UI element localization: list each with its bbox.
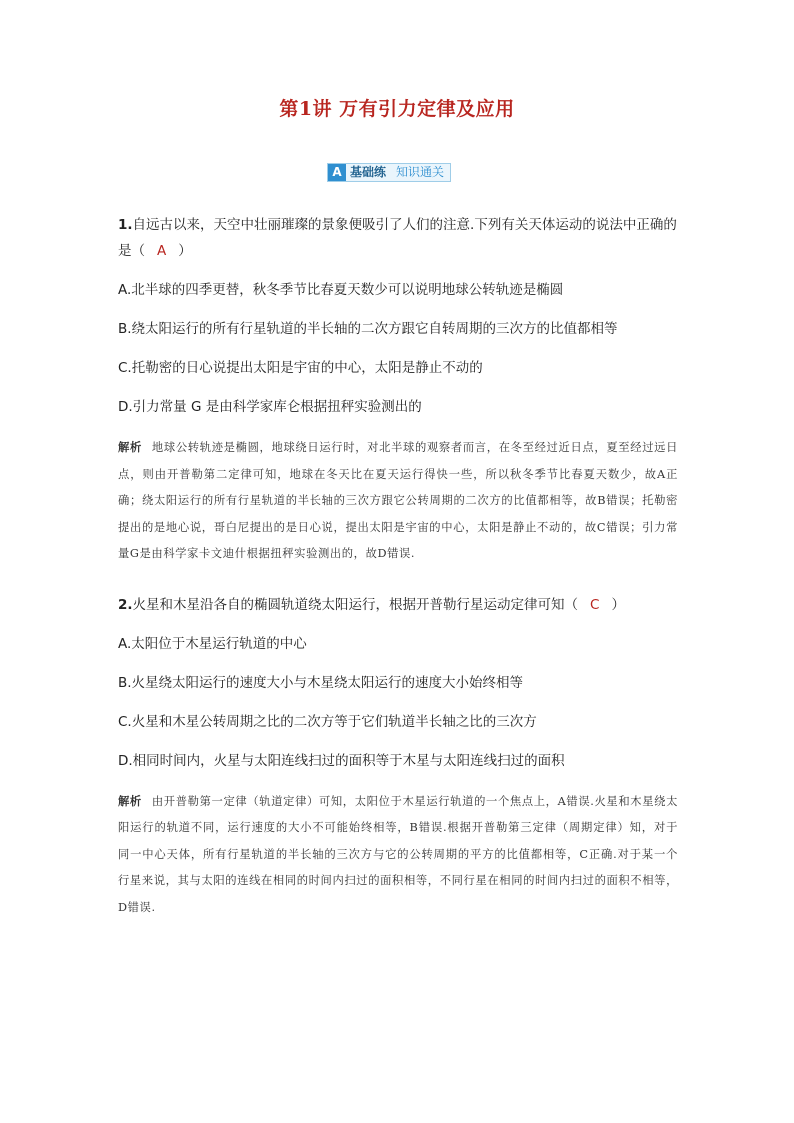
- section-sub-label: 知识通关: [396, 165, 445, 179]
- explanation-label: 解析: [118, 794, 142, 808]
- option-a: A.太阳位于木星运行轨道的中心: [118, 635, 307, 652]
- question-stem: [118, 212, 678, 264]
- question-number: 2.: [118, 596, 133, 613]
- section-letter-icon: A: [328, 164, 346, 181]
- question-block-1: [118, 212, 678, 568]
- question-text: 自远古以来，天空中壮丽璀璨的景象便吸引了人们的注意.下列有关天体运动的说法中正确的是（: [118, 217, 677, 259]
- explanation-label: 解析: [118, 441, 142, 454]
- option-d: D.引力常量 G 是由科学家库仑根据扭秤实验测出的: [118, 399, 422, 415]
- option-c: C.火星和木星公转周期之比的二次方等于它们轨道半长轴之比的三次方: [118, 713, 537, 730]
- explanation-text: 由开普勒第一定律（轨道定律）可知，太阳位于木星运行轨道的一个焦点上，A错误.火星和木星绕太阳运行的轨道不同，运行速度的大小不可能始终相等，B错误.根据开普勒第三定律（周期定律）知，对于同一中心天体，所有行星轨道的半长轴的三次方与它的公转周期的平方的比值都相等，C正确.对于某一个行星来说，其与太阳的连线在相同的时间内扫过的面积相等，不同行星在相同的时间内扫过的面积不相等，D错误.: [118, 794, 678, 914]
- option-b: B.绕太阳运行的所有行星轨道的半长轴的二次方跟它自转周期的三次方的比值都相等: [118, 321, 618, 337]
- question-number: 1.: [118, 217, 133, 233]
- question-text: 火星和木星沿各自的椭圆轨道绕太阳运行，根据开普勒行星运动定律可知（: [132, 596, 579, 613]
- explanation: [118, 789, 678, 922]
- question-block-2: [118, 592, 678, 922]
- section-badge: [327, 163, 451, 182]
- option-b: B.火星绕太阳运行的速度大小与木星绕太阳运行的速度大小始终相等: [118, 674, 524, 691]
- question-stem: [118, 592, 678, 618]
- option-a: A.北半球的四季更替，秋冬季节比春夏天数少可以说明地球公转轨迹是椭圆: [118, 282, 564, 298]
- question-text-end: ）: [611, 596, 625, 613]
- content: [118, 212, 678, 921]
- explanation-text: 地球公转轨迹是椭圆，地球绕日运行时，对北半球的观察者而言，在冬至经过近日点，夏至经过远日点，则由开普勒第二定律可知，地球在冬天比在夏天运行得快一些，所以秋冬季节比春夏天数少，故A正确；绕太阳运行的所有行星轨道的半长轴的三次方跟它公转周期的二次方的比值都相等，故B错误；托勒密提出的是地心说，哥白尼提出的是日心说，提出太阳是宇宙的中心，太阳是静止不动的，故C错误；引力常量G是由科学家卡文迪什根据扭秤实验测出的，故D错误.: [118, 441, 679, 560]
- option-c: C.托勒密的日心说提出太阳是宇宙的中心，太阳是静止不动的: [118, 360, 483, 376]
- page-title: 第1讲 万有引力定律及应用: [279, 98, 515, 120]
- question-text-end: ）: [178, 243, 192, 259]
- section-main-label: 基础练: [350, 165, 387, 179]
- answer-mark: C: [590, 596, 600, 613]
- explanation: [118, 435, 678, 568]
- answer-mark: A: [157, 243, 167, 259]
- option-d: D.相同时间内，火星与太阳连线扫过的面积等于木星与太阳连线扫过的面积: [118, 752, 565, 769]
